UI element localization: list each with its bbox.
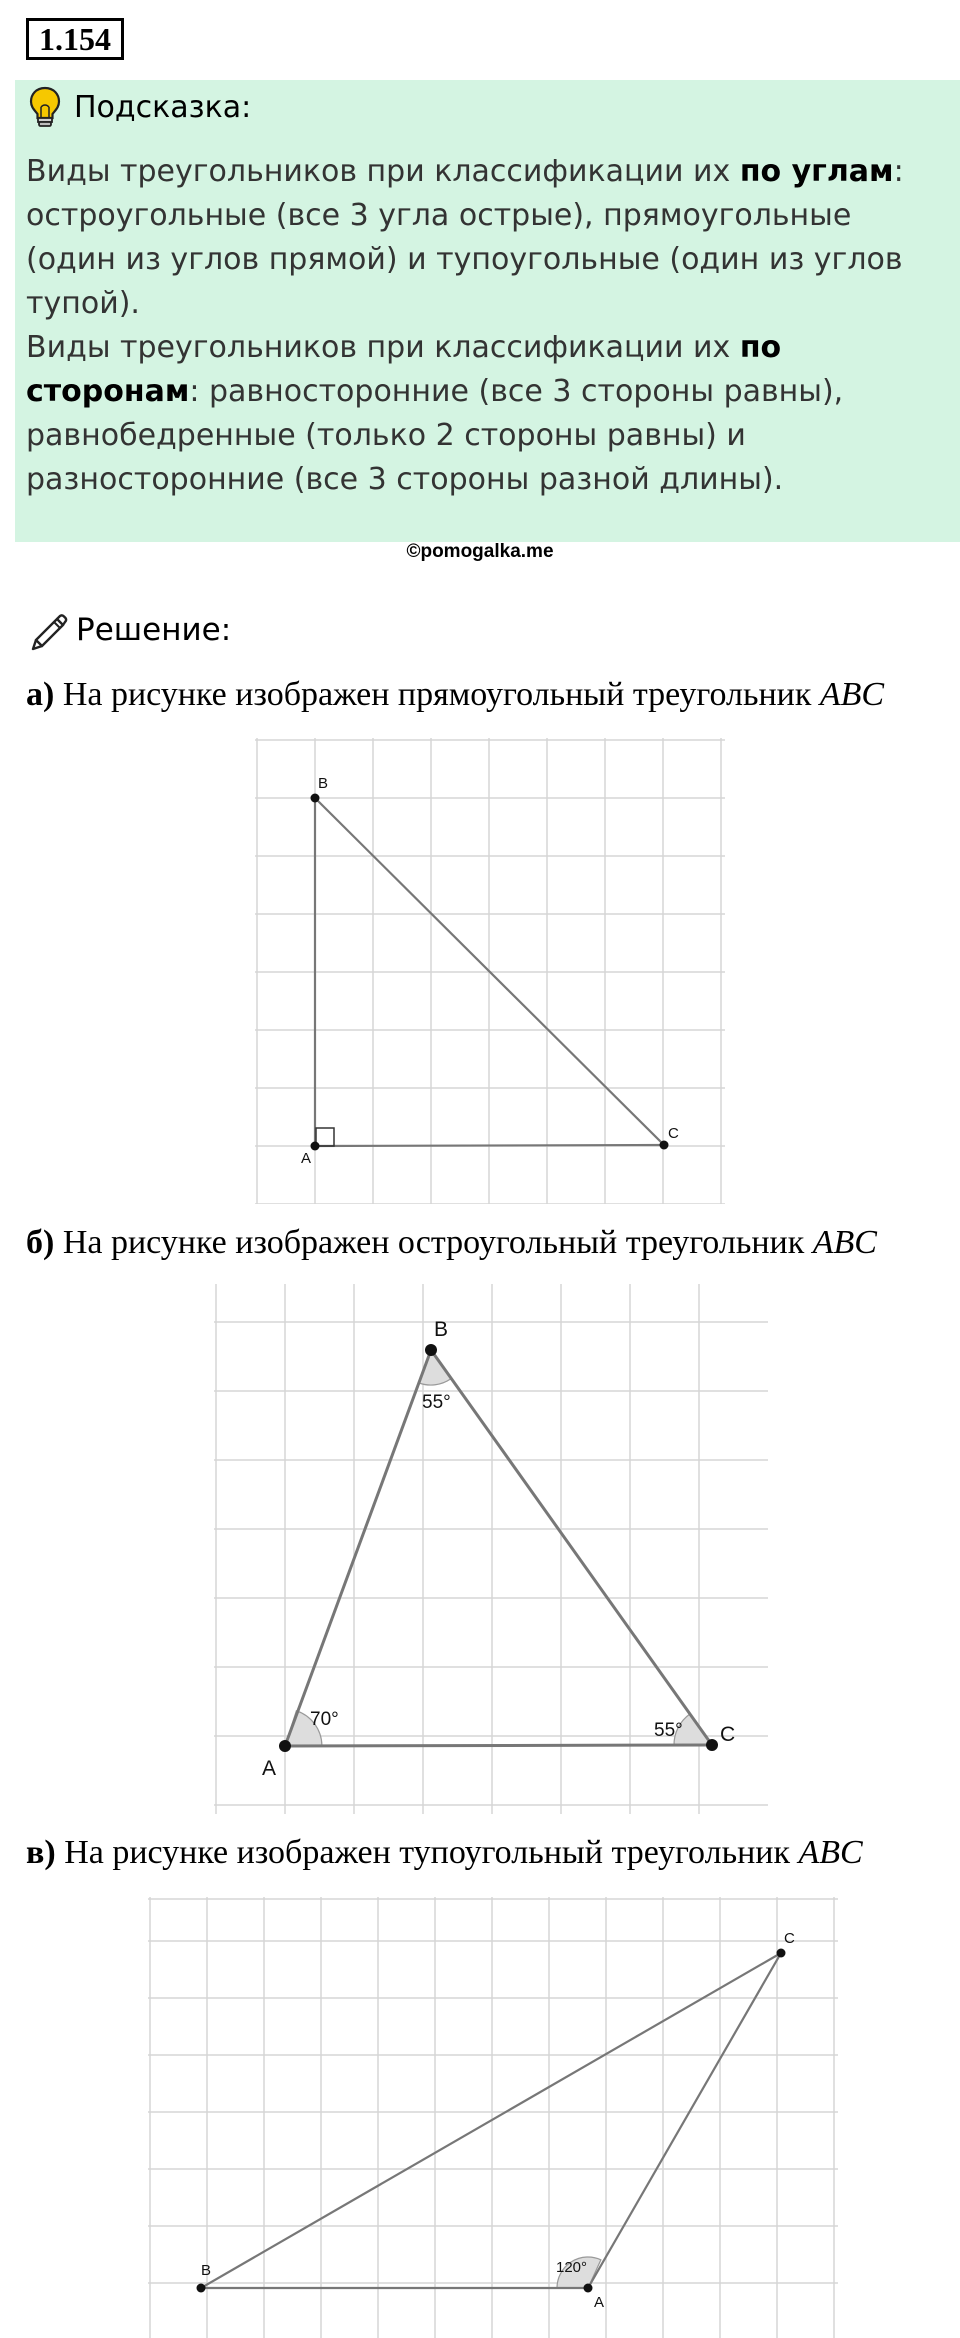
hint-paragraph-sides [26, 326, 936, 502]
vertex-b-point [425, 1344, 437, 1356]
angle-a-value: 70° [310, 1709, 339, 1730]
vertex-c-point [777, 1949, 786, 1958]
vertex-b-label: B [434, 1318, 449, 1341]
vertex-a-label: A [262, 1757, 277, 1780]
part-b-letter: б) [26, 1224, 55, 1261]
figure-right-triangle [255, 738, 725, 1204]
side-ab [285, 1350, 431, 1746]
side-ac [588, 1953, 781, 2288]
part-a-statement [26, 676, 884, 714]
part-b-triangle-name: ABC [812, 1224, 877, 1261]
hint-angles-intro: Виды треугольников при классификации их [26, 154, 731, 189]
angle-c-value: 55° [654, 1720, 683, 1741]
side-ac [315, 1145, 664, 1146]
lightbulb-icon [28, 85, 62, 129]
figure-obtuse-triangle [148, 1897, 838, 2338]
side-bc [201, 1953, 781, 2288]
task-number: 1.154 [26, 18, 124, 60]
side-ac [285, 1745, 712, 1746]
part-b-text: На рисунке изображен остроугольный треугольник [62, 1224, 805, 1261]
pencil-icon [28, 609, 70, 651]
vertex-a-point [279, 1740, 291, 1752]
vertex-b-label: B [201, 2262, 212, 2279]
part-a-text: На рисунке изображен прямоугольный треугольник [62, 676, 812, 713]
right-angle-mark [316, 1128, 334, 1146]
hint-angles-key: по углам [739, 154, 894, 189]
angle-a-value: 120° [556, 2259, 588, 2276]
vertex-a-label: A [594, 2294, 605, 2311]
part-c-text: На рисунке изображен тупоугольный треугольник [64, 1834, 790, 1871]
hint-angles-rest: : остроугольные (все 3 угла острые), прямоугольные (один из углов прямой) и тупоугольные (один из углов тупой). [26, 154, 904, 321]
vertex-b-point [197, 2284, 206, 2293]
solution-title [28, 604, 231, 656]
vertex-a-point [584, 2284, 593, 2293]
copyright: ©pomogalka.me [406, 541, 554, 562]
hint-sides-intro: Виды треугольников при классификации их [26, 330, 731, 365]
part-c-letter: в) [26, 1834, 56, 1871]
figure-c-grid [148, 1897, 838, 2338]
vertex-c-label: C [784, 1930, 795, 1947]
side-bc [431, 1350, 712, 1745]
vertex-c-label: C [668, 1125, 679, 1142]
hint-title [28, 82, 251, 132]
vertex-c-point [706, 1739, 718, 1751]
part-c-triangle-name: ABC [798, 1834, 863, 1871]
vertex-c-label: C [720, 1723, 736, 1746]
vertex-a-point [311, 1142, 320, 1151]
vertex-b-label: B [318, 775, 329, 792]
angle-b-value: 55° [422, 1392, 451, 1413]
part-a-triangle-name: ABC [819, 676, 885, 713]
vertex-b-point [311, 794, 320, 803]
hint-sides-key: по сторонам [26, 330, 782, 409]
hint-paragraph-angles [26, 150, 936, 326]
hint-sides-rest: : равносторонние (все 3 стороны равны), равнобедренные (только 2 стороны равны) и разносторонние (все 3 стороны разной длины). [26, 374, 844, 497]
vertex-a-label: A [301, 1150, 312, 1167]
figure-acute-triangle [214, 1284, 768, 1814]
part-a-letter: а) [26, 676, 55, 713]
part-b-statement [26, 1224, 877, 1262]
part-c-statement [26, 1834, 863, 1872]
solution-title-text: Решение: [76, 612, 232, 648]
hint-title-text: Подсказка: [74, 89, 252, 125]
